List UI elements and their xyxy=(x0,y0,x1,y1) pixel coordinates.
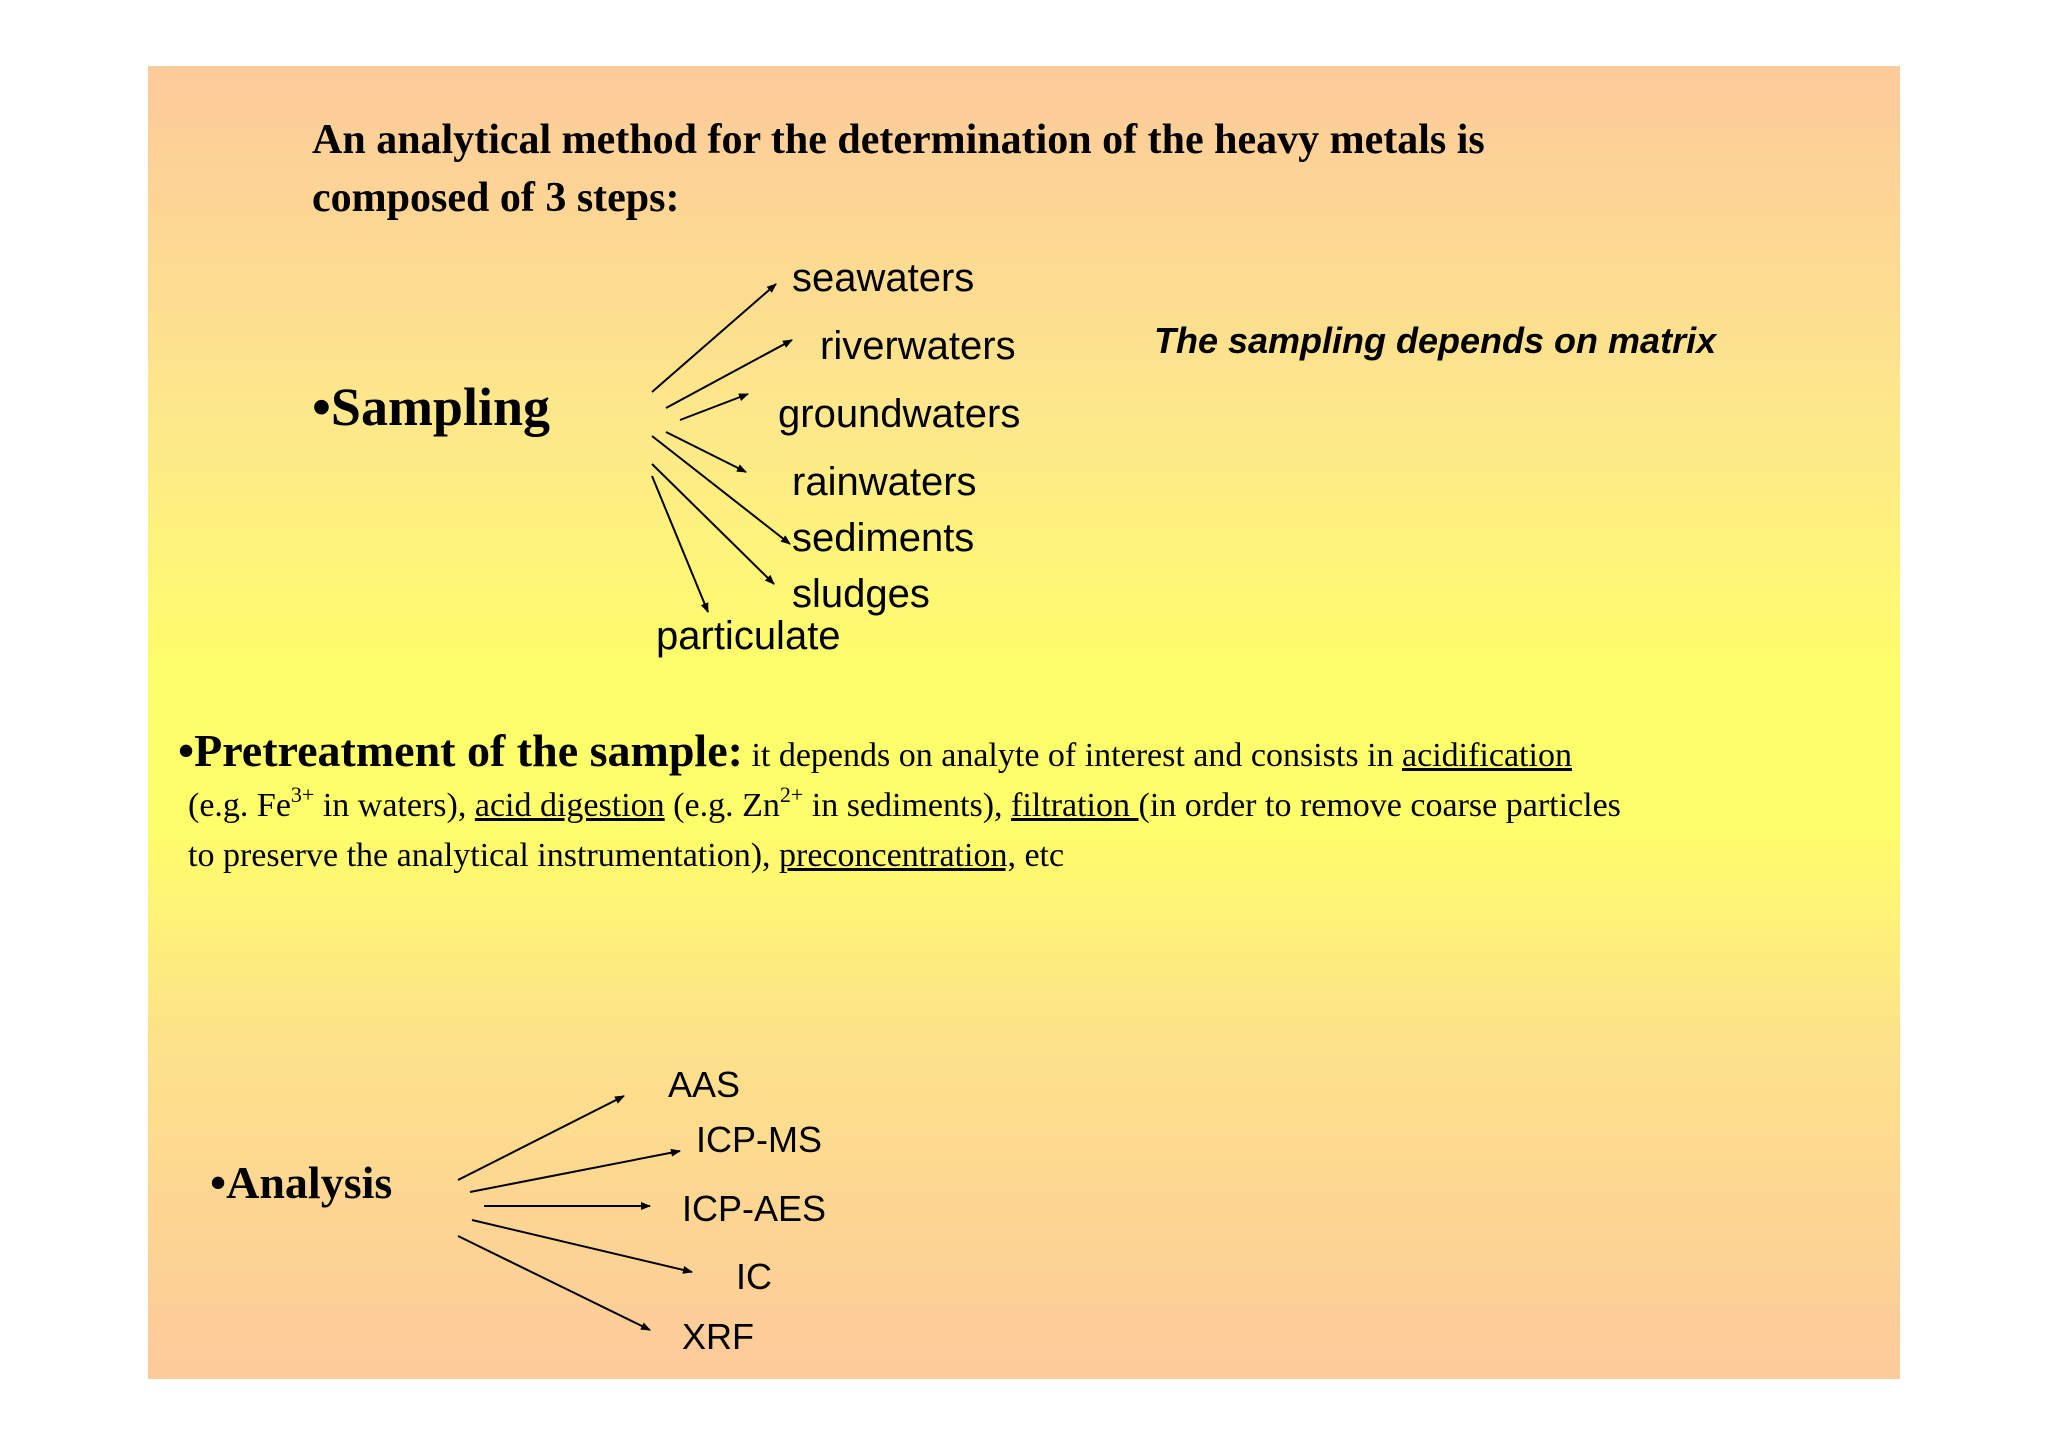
title-line-1: An analytical method for the determination of the heavy metals is xyxy=(312,117,1485,163)
sampling-heading: •Sampling xyxy=(312,377,550,437)
sampling-note: The sampling depends on matrix xyxy=(1154,320,1717,361)
technique-xrf: XRF xyxy=(682,1316,754,1357)
matrix-sludges: sludges xyxy=(792,572,930,616)
technique-icp-ms: ICP-MS xyxy=(696,1119,822,1160)
acidification-term: acidification xyxy=(1402,737,1572,774)
pretreatment-heading: •Pretreatment of the sample: xyxy=(178,725,743,776)
arrow-to-rainwaters xyxy=(666,432,746,472)
zn-example: (e.g. Zn xyxy=(664,787,780,824)
matrix-seawaters: seawaters xyxy=(792,256,975,300)
technique-icp-aes: ICP-AES xyxy=(682,1188,827,1229)
arrow-to-groundwaters xyxy=(680,394,748,420)
matrix-sediments: sediments xyxy=(792,516,975,560)
matrix-particulate: particulate xyxy=(656,614,841,658)
slide xyxy=(148,66,1900,1379)
technique-aas: AAS xyxy=(668,1064,741,1105)
filtration-reason: (in order to remove coarse particles xyxy=(1138,787,1621,824)
arrow-to-ic xyxy=(472,1220,692,1272)
fe-charge: 3+ xyxy=(290,781,315,807)
arrow-to-seawaters xyxy=(652,284,776,392)
preconcentration-term: preconcentration, xyxy=(779,837,1016,874)
filtration-term: filtration xyxy=(1011,787,1139,824)
arrow-to-xrf xyxy=(458,1236,650,1330)
title-line-2: composed of 3 steps: xyxy=(312,175,680,221)
zn-charge: 2+ xyxy=(779,781,804,807)
arrows-layer xyxy=(148,66,1900,1379)
matrix-rainwaters: rainwaters xyxy=(792,460,977,504)
arrow-to-particulate xyxy=(652,476,708,612)
technique-ic: IC xyxy=(736,1256,772,1297)
in-sediments-text: in sediments), xyxy=(803,787,1012,824)
fe-example: (e.g. Fe xyxy=(188,787,291,824)
preserve-text: to preserve the analytical instrumentation), xyxy=(188,837,780,874)
matrix-groundwaters: groundwaters xyxy=(778,392,1021,436)
analysis-heading: •Analysis xyxy=(210,1157,393,1208)
arrow-to-riverwaters xyxy=(666,340,792,408)
acid-digestion-term: acid digestion xyxy=(474,787,665,824)
in-waters-text: in waters), xyxy=(314,787,475,824)
pretreatment-intro: it depends on analyte of interest and consists in xyxy=(742,737,1403,774)
matrix-riverwaters: riverwaters xyxy=(820,324,1016,368)
arrow-to-sludges xyxy=(652,464,774,584)
etc-text: etc xyxy=(1015,837,1065,874)
